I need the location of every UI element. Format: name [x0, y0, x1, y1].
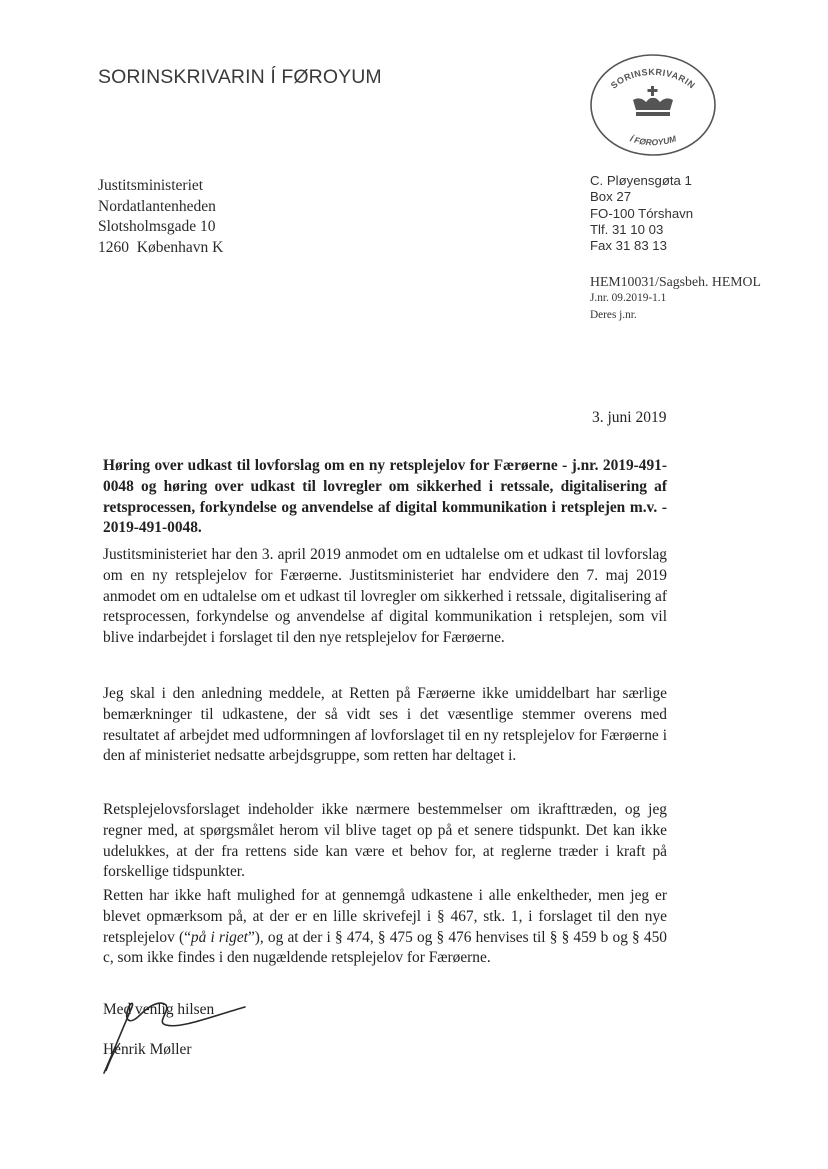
body-paragraph-4: [103, 886, 667, 969]
reference-block: [590, 273, 761, 324]
sender-line: Tlf. 31 10 03: [590, 221, 664, 237]
court-stamp: [588, 50, 718, 160]
recipient-line: 1260 København K: [98, 238, 224, 256]
recipient-line: Slotsholmsgade 10: [98, 218, 216, 235]
sender-line: Fax 31 83 13: [590, 238, 667, 254]
closing-salutation: Med venlig hilsen: [103, 1001, 215, 1018]
sender-line: FO-100 Tórshavn: [590, 205, 694, 221]
sender-address: [590, 173, 693, 254]
stamp-bottom-text: Í FØROYUM: [628, 133, 678, 148]
crown-icon: [633, 86, 673, 116]
your-reference: Deres j.nr.: [590, 309, 637, 321]
sender-line: Box 27: [590, 189, 632, 205]
organization-name: SORINSKRIVARIN Í FØROYUM: [98, 66, 382, 88]
recipient-address: [98, 176, 223, 258]
journal-number: J.nr. 09.2019-1.1: [590, 292, 667, 304]
body-paragraph-3: Retsplejelovsforslaget indeholder ikke nærmere bestemmelser om ikrafttræden, og jeg regner med, at spørgsmålet herom vil blive taget op på et senere tidspunkt. Det kan ikke udelukkes, at der fra rettens side kan være et behov for, at reglerne træder i kraft på forskellige tidspunkter.: [103, 801, 667, 881]
body-paragraph-1: Justitsministeriet har den 3. april 2019 anmodet om en udtalelse om et udkast til lovforslag om en ny retsplejelov for Færøerne. Justitsministeriet har endvidere den 7. maj 2019 anmodet om en udtalelse om et udkast til lovregler om sikkerhed i retssale, digitalisering af retsprocessen, forkyndelse og anvendelse af digital kommunikation i retsplejen, som vil blive indarbejdet i forslaget til den nye retsplejelov for Færøerne.: [103, 546, 667, 647]
p4-text-start: Retten har ikke haft mulighed for at gennemgå udkastene i alle enkeltheder, men jeg er blevet opmærksom på, at der er en lille skrivefejl i § 467, stk. 1, i forslaget til den nye retsplejelov (“: [103, 887, 667, 946]
body-paragraph-2: Jeg skal i den anledning meddele, at Retten på Færøerne ikke umiddelbart har særlige bemærkninger til udkastene, der så vidt ses i det væsentlige stemmer overens med resultatet af arbejdet med udformningen af lovforslaget til en ny retsplejelov for Færøerne i den af ministeriet nedsatte arbejdsgruppe, som retten har deltaget i.: [103, 685, 667, 765]
recipient-line: Nordatlantenheden: [98, 197, 216, 215]
sender-line: C. Pløyensgøta 1: [590, 173, 692, 188]
case-handler-ref: HEM10031/Sagsbeh. HEMOL: [590, 274, 761, 289]
recipient-line: Justitsministeriet: [98, 177, 204, 194]
subject-heading: Høring over udkast til lovforslag om en ny retsplejelov for Færøerne - j.nr. 2019-491-0048 og høring over udkast til lovregler om sikkerhed i retssale, digitalisering af retsprocessen, forkyndelse og anvendelse af digital kommunikation i retsplejen m.v. - 2019-491-0048.: [103, 457, 667, 537]
svg-text:Í FØROYUM: [629, 133, 679, 147]
p4-text-end: ”), og at der i § 474, § 475 og § 476 henvises til § § 459 b og § 450 c, som ikke findes i den nugældende retsplejelov for Færøerne.: [103, 928, 667, 967]
letter-date: 3. juni 2019: [592, 409, 667, 426]
stamp-top-text: SORINSKRIVARIN: [608, 66, 698, 91]
signer-name: Henrik Møller: [103, 1041, 192, 1058]
p4-quoted-error: på i riget: [190, 928, 248, 946]
